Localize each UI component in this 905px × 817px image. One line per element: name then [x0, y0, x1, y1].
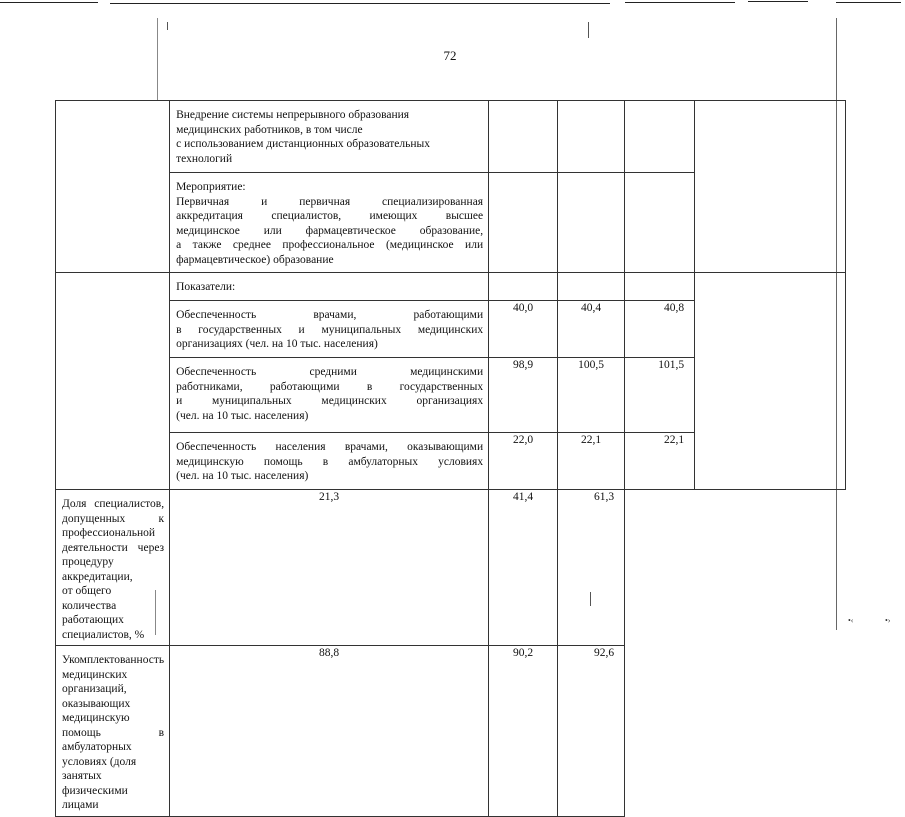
description-line: Показатели: — [176, 281, 236, 293]
description-line: технологий — [176, 152, 233, 165]
description-cell — [170, 173, 489, 273]
value-cell: 22,0 — [489, 433, 558, 490]
description-line: условиях (доля занятых физическими лицами — [62, 755, 137, 811]
value-cell: 40,4 — [558, 301, 625, 358]
empty-cell — [56, 273, 170, 490]
value-cell — [625, 173, 695, 273]
value-cell: 101,5 — [625, 358, 695, 433]
description-cell — [170, 101, 489, 173]
table-row — [56, 101, 846, 173]
description-line: Внедрение системы непрерывного образования — [176, 109, 410, 121]
description-line: Первичная и первичная специализированная — [176, 195, 484, 208]
description-line: а также среднее профессиональное (медицинское или — [176, 239, 484, 251]
scan-mark — [167, 22, 168, 30]
description-line: аккредитация специалистов, имеющих высшее — [176, 210, 484, 222]
scan-top-line — [0, 2, 98, 3]
description-cell — [170, 273, 489, 301]
description-line: в государственных и муниципальных медицинских — [176, 323, 484, 336]
value-cell — [489, 173, 558, 273]
scan-mark: •‹ — [848, 616, 854, 625]
description-line: от общего количества работающих специалистов, % — [62, 585, 145, 641]
description-cell — [56, 646, 170, 817]
description-cell — [56, 490, 170, 646]
scan-top-line — [110, 3, 610, 4]
empty-cell — [695, 101, 846, 273]
description-line: организациях (чел. на 10 тыс. населения) — [176, 338, 378, 350]
value-cell: 22,1 — [625, 433, 695, 490]
description-line: (чел. на 10 тыс. населения) — [176, 470, 309, 482]
value-cell: 41,4 — [489, 490, 558, 646]
value-cell: 61,3 — [558, 490, 625, 646]
value-cell — [558, 101, 625, 173]
value-cell — [489, 273, 558, 301]
value-cell: 90,2 — [489, 646, 558, 817]
description-line: медицинское или фармацевтическое образование, — [176, 224, 484, 237]
page-number: 72 — [443, 48, 457, 63]
value-cell: 100,5 — [558, 358, 625, 433]
table-row — [56, 490, 846, 646]
scan-top-line — [625, 2, 735, 3]
value-cell — [489, 101, 558, 173]
description-line: Обеспеченность средними медицинскими — [176, 366, 484, 378]
scan-top-line — [836, 2, 901, 3]
description-line: фармацевтическое) образование — [176, 253, 334, 266]
description-line: Мероприятие: — [176, 181, 246, 193]
description-line: медицинскую помощь в амбулаторных условиях — [176, 455, 484, 468]
value-cell: 40,8 — [625, 301, 695, 358]
scan-left-margin-line — [157, 18, 158, 100]
scan-top-line — [748, 1, 808, 2]
description-cell — [170, 358, 489, 433]
description-line: оказывающих медицинскую помощь в амбулаторных — [62, 697, 165, 753]
plan-table — [55, 100, 846, 817]
value-cell — [558, 273, 625, 301]
value-cell: 98,9 — [489, 358, 558, 433]
value-cell: 88,8 — [170, 646, 489, 817]
description-line: Доля специалистов, допущенных к профессиональной — [62, 498, 165, 539]
description-cell — [170, 301, 489, 358]
description-line: с использованием дистанционных образовательных — [176, 138, 431, 150]
description-line: медицинских работников, в том числе — [176, 123, 363, 136]
value-cell: 40,0 — [489, 301, 558, 358]
description-line: Обеспеченность населения врачами, оказывающими — [176, 441, 484, 453]
value-cell: 21,3 — [170, 490, 489, 646]
value-cell — [558, 173, 625, 273]
description-line: работниками, работающими в государственных — [176, 380, 484, 393]
description-cell — [170, 433, 489, 490]
value-cell: 22,1 — [558, 433, 625, 490]
scan-mark: •› — [885, 616, 891, 625]
table-row — [56, 646, 846, 817]
description-line: деятельности через процедуру аккредитации, — [62, 541, 165, 583]
description-line: и муниципальных медицинских организациях — [176, 395, 484, 407]
empty-cell — [695, 273, 846, 490]
description-line: Укомплектованность медицинских организаций, — [62, 654, 165, 695]
value-cell — [625, 273, 695, 301]
value-cell: 92,6 — [558, 646, 625, 817]
empty-cell — [56, 101, 170, 273]
description-line: (чел. на 10 тыс. населения) — [176, 409, 309, 422]
table-row — [56, 273, 846, 301]
scan-mark — [588, 22, 589, 38]
description-line: Обеспеченность врачами, работающими — [176, 309, 484, 321]
value-cell — [625, 101, 695, 173]
